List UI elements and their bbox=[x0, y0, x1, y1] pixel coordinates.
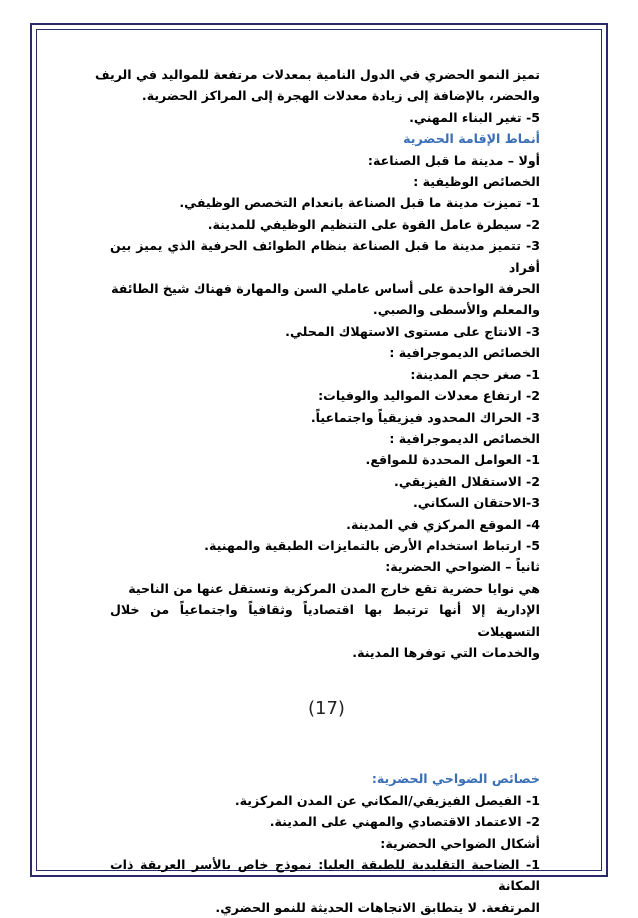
list-item: 1- الضاحية التقليدية للطبقة العليا: نموذج خاص بالأسر العريقة ذات المكانة bbox=[110, 857, 540, 894]
list-item: 1- العوامل المحددة للمواقع. bbox=[365, 452, 540, 468]
list-item: 2- الاستقلال الفيزيقي. bbox=[394, 473, 540, 489]
section-heading: خصائص الضواحي الحضرية: bbox=[371, 771, 540, 787]
subsection-heading: أولا – مدينة ما قبل الصناعة: bbox=[367, 152, 540, 168]
subsection-heading: الخصائص الديموجرافية : bbox=[389, 345, 540, 361]
list-item: 2- الاعتماد الاقتصادي والمهني على المدينة. bbox=[269, 814, 540, 830]
list-item: 3- الحراك المحدود فيزيقياً واجتماعياً. bbox=[310, 409, 540, 425]
list-item: 2- سيطرة عامل القوة على التنظيم الوظيفي للمدينة. bbox=[207, 216, 540, 232]
text-line: والمعلم والأسطى والصبي. bbox=[372, 302, 540, 318]
list-item: 5- تغير البناء المهني. bbox=[409, 109, 540, 125]
list-item: 3- الانتاج على مستوى الاستهلاك المحلي. bbox=[285, 323, 540, 339]
paragraph-line: هي نوايا حضرية تقع خارج المدن المركزية وتستقل عنها من الناحية bbox=[128, 580, 540, 596]
page-number: (17) bbox=[302, 698, 351, 719]
subsection-heading: الخصائص الوظيفية : bbox=[413, 174, 540, 190]
paragraph-line: الإدارية إلا أنها ترتبط بها اقتصادياً وثقافياً واجتماعياً من خلال التسهيلات bbox=[110, 602, 540, 639]
list-item: 1- تميزت مدينة ما قبل الصناعة بانعدام التخصص الوظيفي. bbox=[179, 195, 540, 211]
list-item: 1- صغر حجم المدينة: bbox=[410, 366, 540, 382]
section-heading: أنماط الإقامة الحضرية bbox=[403, 131, 540, 147]
text-line: الحرفة الواحدة على أساس عاملي السن والمهارة فهناك شيخ الطائفة bbox=[111, 281, 540, 297]
list-item: 3- تتميز مدينة ما قبل الصناعة بنظام الطوائف الحرفية الذي يميز بين أفراد bbox=[110, 238, 540, 275]
list-item: 5- ارتباط استخدام الأرض بالتمايزات الطبقية والمهنية. bbox=[204, 537, 540, 553]
list-item: 4- الموقع المركزي في المدينة. bbox=[346, 516, 540, 532]
text-line: والحضر، بالإضافة إلى زيادة معدلات الهجرة إلى المراكز الحضرية. bbox=[141, 88, 540, 104]
text-line: تميز النمو الحضري في الدول النامية بمعدلات مرتفعة للمواليد في الريف bbox=[95, 67, 540, 82]
paragraph-line: والخدمات التي توفرها المدينة. bbox=[352, 644, 540, 660]
subsection-heading: ثانياً – الضواحي الحضرية: bbox=[385, 559, 540, 575]
list-item: 3-الاحتقان السكاني. bbox=[413, 495, 540, 511]
list-item: 1- الفيصل الفيزيقي/المكاني عن المدن المركزية. bbox=[234, 792, 540, 808]
list-item: 2- ارتفاع معدلات المواليد والوفيات: bbox=[318, 388, 540, 404]
text-line: المرتفعة. لا يتطابق الاتجاهات الحديثة للنمو الحضري. bbox=[215, 899, 540, 915]
document-body bbox=[95, 64, 540, 918]
subsection-heading: الخصائص الديموجرافية : bbox=[389, 430, 540, 446]
subsection-heading: أشكال الضواحي الحضرية: bbox=[380, 835, 540, 851]
